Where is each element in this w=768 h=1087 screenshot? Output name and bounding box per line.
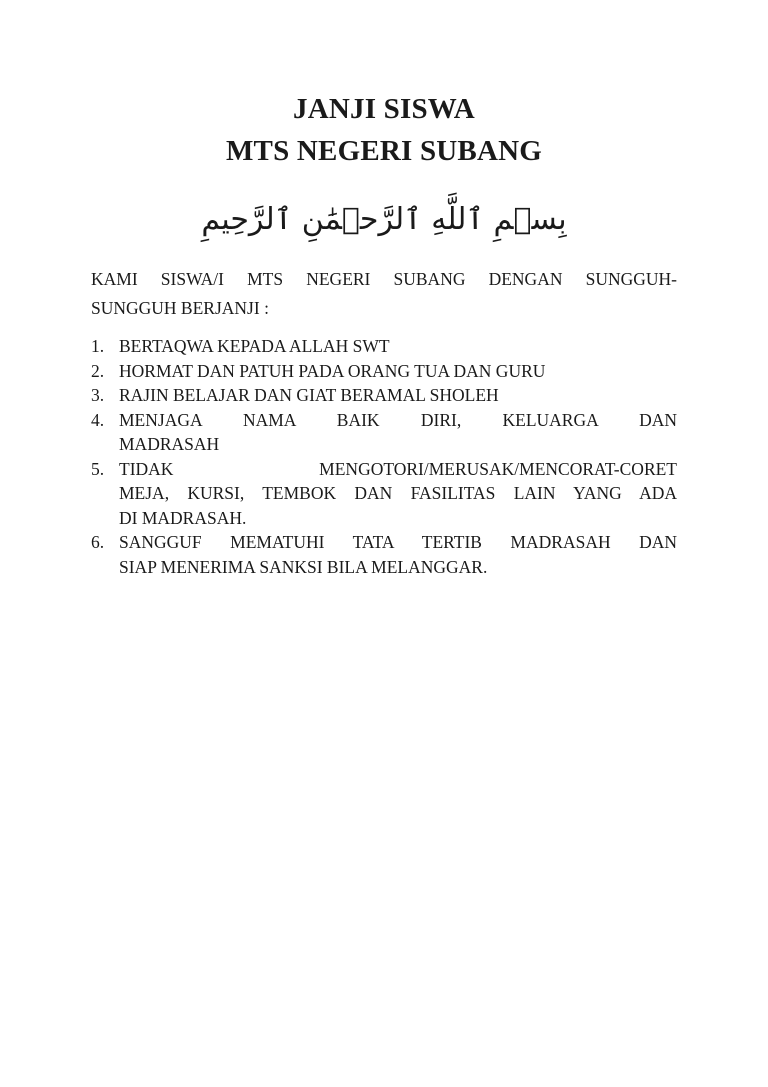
intro-line-1: KAMI SISWA/I MTS NEGERI SUBANG DENGAN SUNGGUH- (91, 269, 677, 289)
item-number: 2. (91, 360, 105, 381)
item-text: SANGGUF MEMATUHI TATA TERTIB MADRASAH DAN (119, 532, 677, 552)
list-item (91, 359, 677, 384)
document-subtitle: MTS NEGERI SUBANG (225, 135, 542, 167)
item-text-continued: SIAP MENERIMA SANKSI BILA MELANGGAR. (119, 556, 488, 577)
intro-line-2: SUNGGUH BERJANJI : (91, 298, 269, 318)
item-text: BERTAQWA KEPADA ALLAH SWT (119, 336, 390, 356)
item-text-continued: DI MADRASAH. (119, 507, 247, 528)
item-number: 3. (91, 385, 105, 405)
item-number: 6. (91, 532, 105, 552)
item-number: 4. (91, 409, 105, 430)
item-number: 5. (91, 458, 105, 479)
item-text-continued: MEJA, KURSI, TEMBOK DAN FASILITAS LAIN YANG ADA (119, 483, 677, 503)
item-text: MENJAGA NAMA BAIK DIRI, KELUARGA DAN (119, 409, 677, 430)
item-text: TIDAK MENGOTORI/MERUSAK/MENCORAT-CORET (119, 458, 677, 479)
basmala-text: بِسۡمِ ٱللَّهِ ٱلرَّحۡمَٰنِ ٱلرَّحِيمِ (201, 202, 567, 237)
item-text: RAJIN BELAJAR DAN GIAT BERAMAL SHOLEH (119, 385, 499, 405)
list-item (91, 457, 677, 531)
intro-paragraph (91, 265, 677, 323)
document-title: JANJI SISWA (293, 93, 475, 125)
list-item (91, 334, 677, 359)
list-item (91, 530, 677, 579)
list-item (91, 383, 677, 408)
item-number: 1. (91, 336, 105, 356)
item-text: HORMAT DAN PATUH PADA ORANG TUA DAN GURU (119, 360, 546, 381)
pledge-list (91, 334, 677, 579)
item-text-continued: MADRASAH (119, 434, 220, 454)
list-item (91, 408, 677, 457)
